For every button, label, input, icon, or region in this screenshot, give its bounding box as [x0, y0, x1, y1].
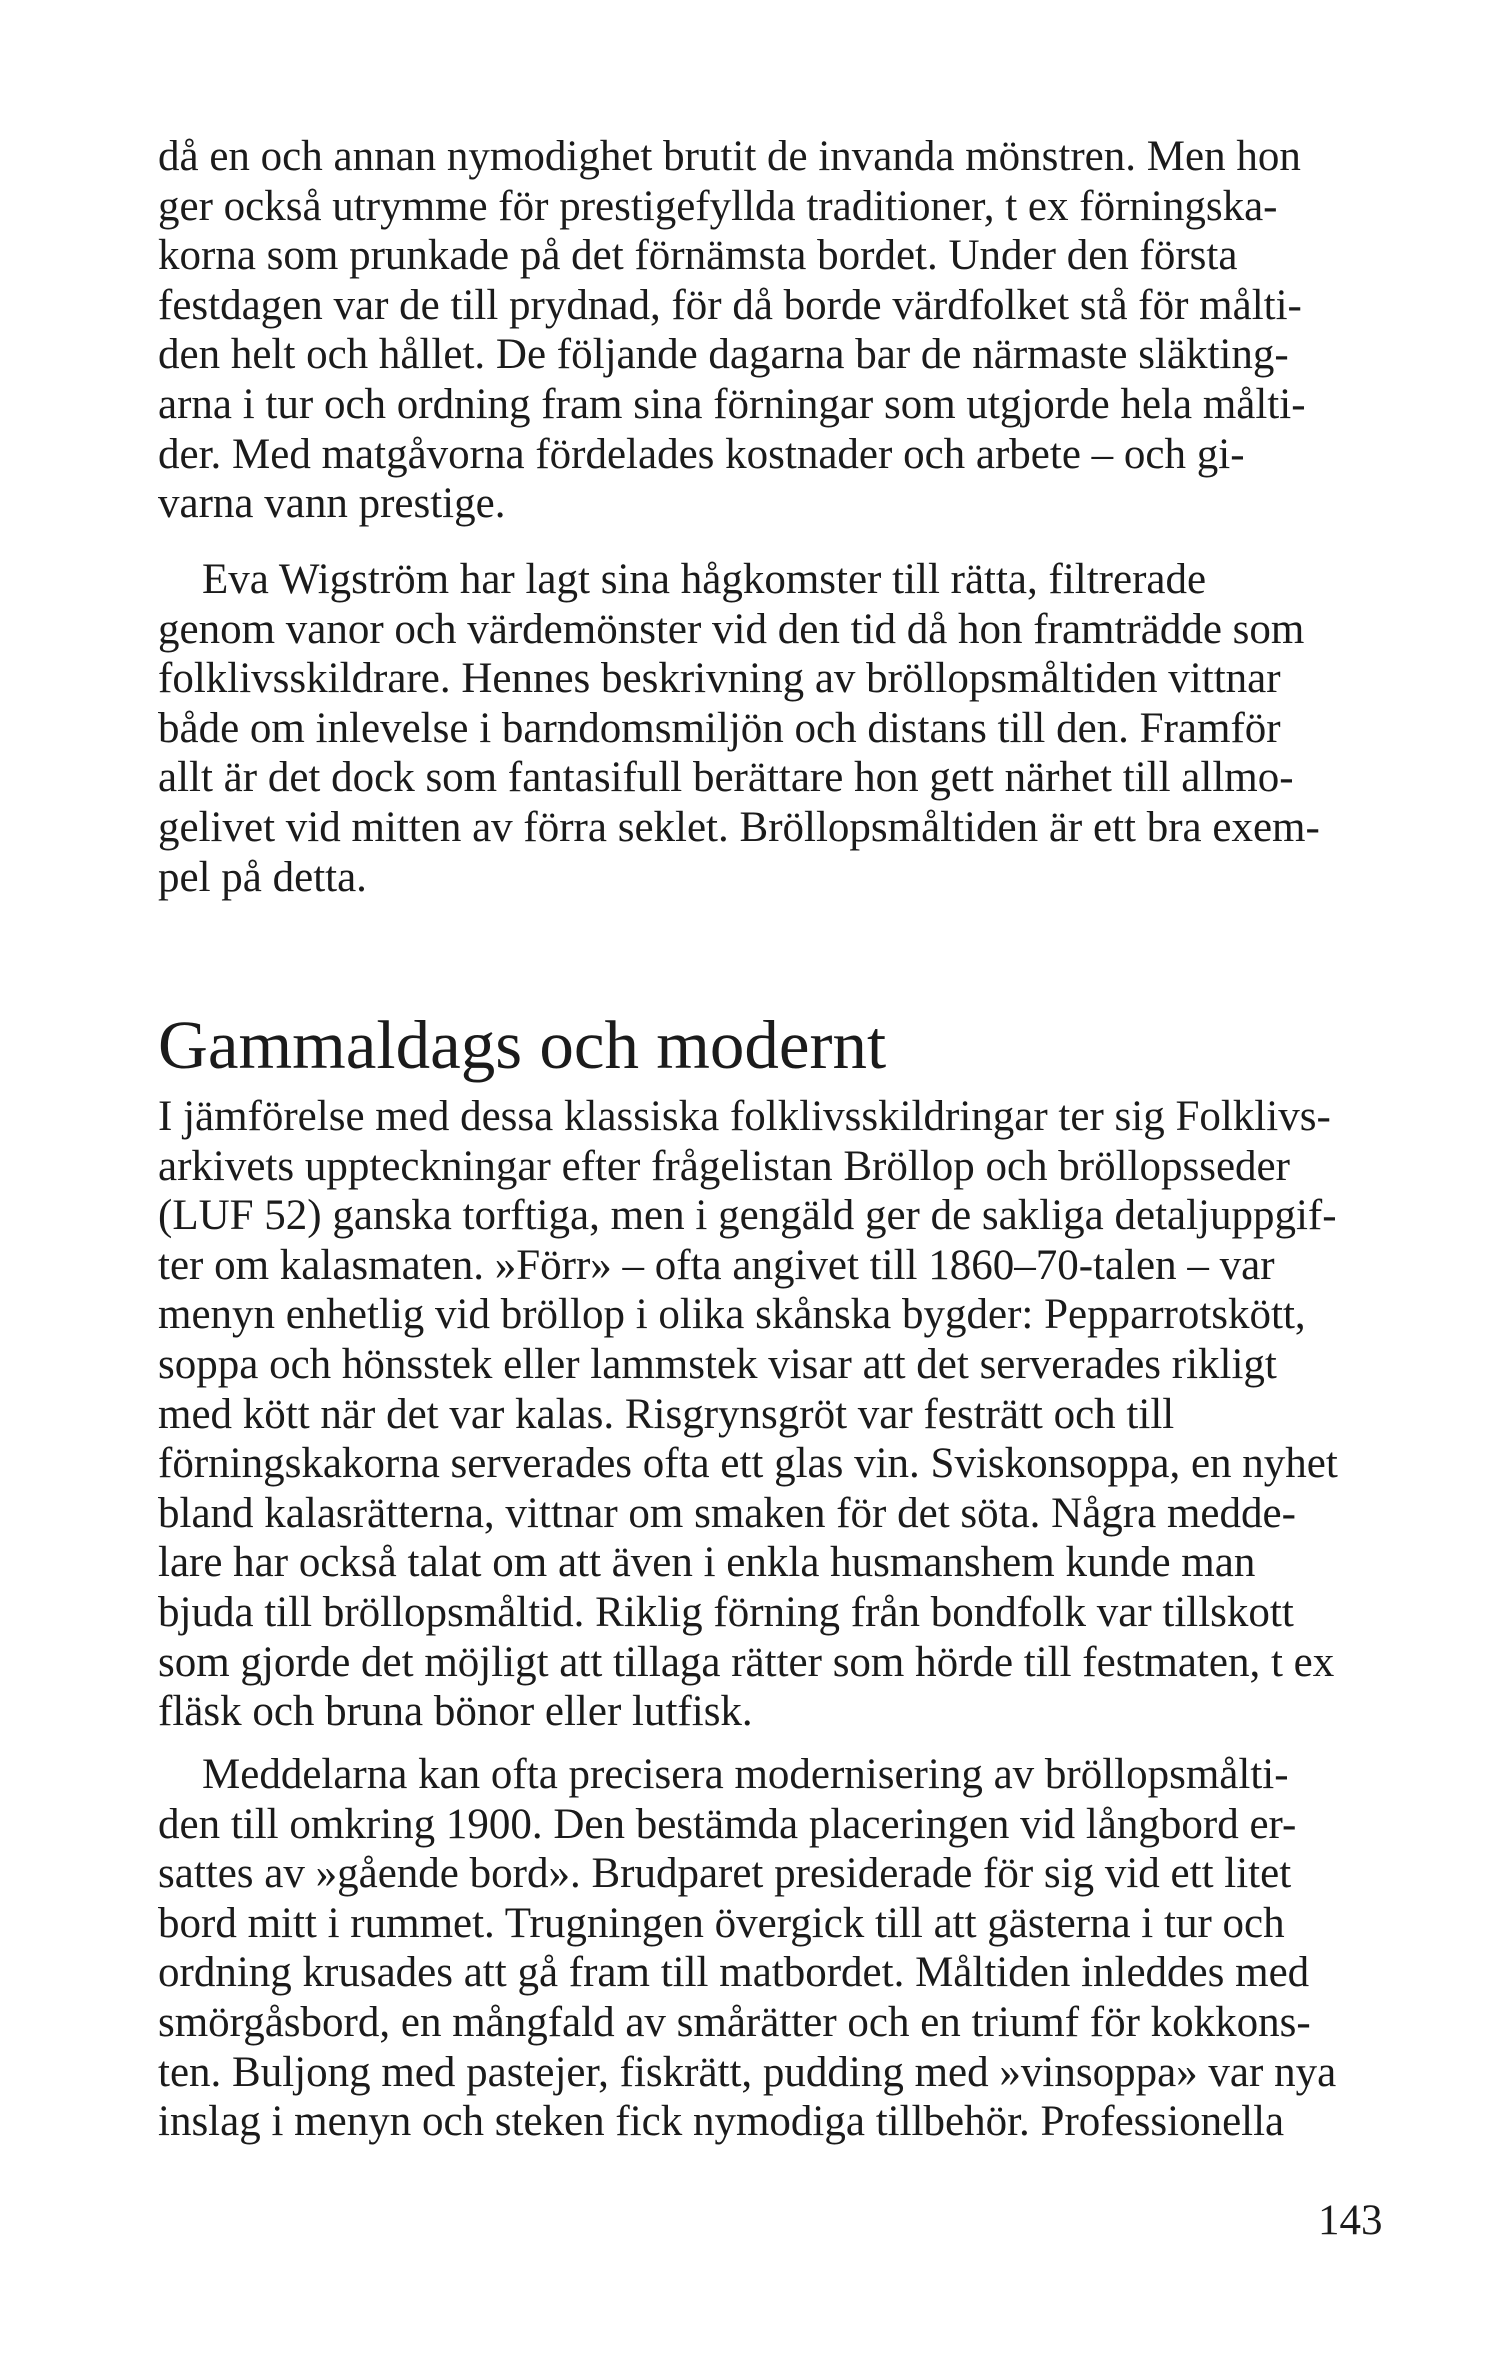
- text-line: bord mitt i rummet. Trugningen övergick till att gästerna i tur och: [158, 1899, 1285, 1947]
- text-line: lare har också talat om att även i enkla husmanshem kunde man: [158, 1539, 1256, 1587]
- text-line: med kött när det var kalas. Risgrynsgröt var festrätt och till: [158, 1390, 1175, 1438]
- text-line: pel på detta.: [158, 853, 367, 901]
- text-line: festdagen var de till prydnad, för då borde värdfolket stå för målti-: [158, 281, 1302, 329]
- text-line: Meddelarna kan ofta precisera modernisering av bröllopsmålti-: [202, 1751, 1289, 1798]
- paragraph-text: [158, 1092, 1388, 1737]
- text-line: ter om kalasmaten. »Förr» – ofta angivet till 1860–70-talen – var: [158, 1241, 1275, 1289]
- text-line: I jämförelse med dessa klassiska folklivsskildringar ter sig Folklivs-: [158, 1093, 1331, 1140]
- text-line: förningskakorna serverades ofta ett glas vin. Sviskonsoppa, en nyhet: [158, 1440, 1338, 1488]
- text-line: ordning krusades att gå fram till matbordet. Måltiden inleddes med: [158, 1949, 1310, 1997]
- text-line: bland kalasrätterna, vittnar om smaken för det söta. Några medde-: [158, 1489, 1296, 1537]
- text-line: som gjorde det möjligt att tillaga rätter som hörde till festmaten, t ex: [158, 1638, 1335, 1686]
- section-heading: Gammaldags och modernt: [158, 1007, 887, 1083]
- text-line: der. Med matgåvorna fördelades kostnader och arbete – och gi-: [158, 430, 1245, 478]
- text-line: den till omkring 1900. Den bestämda placeringen vid långbord er-: [158, 1800, 1297, 1848]
- page-number: 143: [1318, 2197, 1383, 2244]
- text-line: folklivsskildrare. Hennes beskrivning av bröllopsmåltiden vittnar: [158, 655, 1281, 703]
- text-line: allt är det dock som fantasifull berättare hon gett närhet till allmo-: [158, 754, 1294, 802]
- text-line: arkivets uppteckningar efter frågelistan Bröllop och bröllopsseder: [158, 1142, 1290, 1190]
- text-line: gelivet vid mitten av förra seklet. Bröllopsmåltiden är ett bra exem-: [158, 803, 1320, 851]
- text-line: varna vann prestige.: [158, 480, 506, 528]
- paragraph-1: [158, 132, 1388, 529]
- text-line: menyn enhetlig vid bröllop i olika skånska bygder: Pepparrotskött,: [158, 1291, 1306, 1339]
- text-line: smörgåsbord, en mångfald av smårätter och en triumf för kokkons-: [158, 1998, 1311, 2046]
- paragraph-2: [158, 555, 1388, 902]
- text-line: ger också utrymme för prestigefyllda traditioner, t ex förningska-: [158, 182, 1278, 230]
- text-line: korna som prunkade på det förnämsta bordet. Under den första: [158, 232, 1238, 280]
- text-line: bjuda till bröllopsmåltid. Riklig förning från bondfolk var tillskott: [158, 1588, 1294, 1636]
- text-line: (LUF 52) ganska torftiga, men i gengäld ger de sakliga detaljuppgif-: [158, 1192, 1337, 1240]
- paragraph-4: [158, 1750, 1388, 2147]
- text-line: då en och annan nymodighet brutit de invanda mönstren. Men hon: [158, 133, 1301, 180]
- text-line: Eva Wigström har lagt sina hågkomster till rätta, filtrerade: [202, 556, 1207, 603]
- paragraph-text: [158, 555, 1388, 902]
- text-line: både om inlevelse i barndomsmiljön och distans till den. Framför: [158, 704, 1281, 752]
- paragraph-3: [158, 1092, 1388, 1737]
- text-line: ten. Buljong med pastejer, fiskrätt, pudding med »vinsoppa» var nya: [158, 2048, 1337, 2096]
- text-line: inslag i menyn och steken fick nymodiga tillbehör. Professionella: [158, 2098, 1285, 2146]
- text-line: sattes av »gående bord». Brudparet presiderade för sig vid ett litet: [158, 1850, 1292, 1898]
- paragraph-text: [158, 132, 1388, 529]
- paragraph-text: [158, 1750, 1388, 2147]
- text-line: den helt och hållet. De följande dagarna bar de närmaste släkting-: [158, 331, 1289, 379]
- text-line: arna i tur och ordning fram sina förningar som utgjorde hela målti-: [158, 380, 1306, 428]
- text-line: genom vanor och värdemönster vid den tid då hon framträdde som: [158, 605, 1305, 653]
- text-line: fläsk och bruna bönor eller lutfisk.: [158, 1688, 753, 1736]
- text-line: soppa och hönsstek eller lammstek visar att det serverades rikligt: [158, 1340, 1277, 1388]
